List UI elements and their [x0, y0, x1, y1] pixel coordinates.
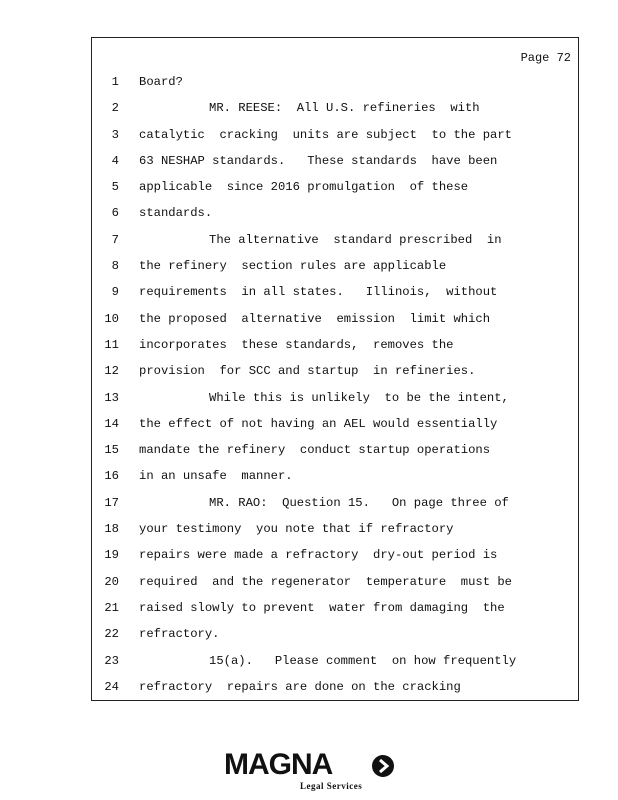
line-text: provision for SCC and startup in refineries. [139, 364, 476, 379]
transcript-line [92, 595, 578, 621]
line-text: While this is unlikely to be the intent, [209, 390, 509, 405]
line-text: in an unsafe manner. [139, 469, 293, 484]
line-number: 18 [104, 522, 119, 537]
transcript-line [92, 463, 578, 489]
line-number: 16 [104, 469, 119, 484]
line-number: 1 [111, 75, 119, 89]
line-text: your testimony you note that if refractory [139, 522, 454, 537]
transcript-line [92, 200, 578, 226]
transcript-line [92, 122, 578, 148]
line-number: 22 [104, 627, 119, 642]
line-number: 8 [111, 259, 119, 274]
line-text: standards. [139, 206, 213, 221]
line-text: The alternative standard prescribed in [209, 232, 502, 247]
line-number: 11 [104, 337, 119, 352]
line-text: the effect of not having an AEL would essentially [139, 416, 498, 431]
line-text: raised slowly to prevent water from damaging the [139, 600, 505, 615]
line-text: refractory. [139, 627, 220, 642]
transcript-line [92, 648, 578, 674]
magna-logo [222, 748, 402, 792]
line-number: 19 [104, 548, 119, 563]
line-text: refractory repairs are done on the cracking [139, 679, 461, 694]
transcript-line [92, 69, 578, 95]
transcript-line [92, 148, 578, 174]
transcript-line [92, 227, 578, 253]
transcript-line [92, 279, 578, 305]
transcript-line [92, 490, 578, 516]
line-number: 24 [104, 679, 119, 694]
line-number: 3 [111, 127, 119, 142]
line-text: the proposed alternative emission limit which [139, 311, 491, 326]
transcript-line [92, 174, 578, 200]
transcript-page [91, 37, 579, 701]
line-text: the refinery section rules are applicable [139, 259, 447, 274]
line-text: catalytic cracking units are subject to the part [139, 127, 512, 142]
line-number: 13 [104, 390, 119, 405]
line-number: 10 [104, 311, 119, 326]
line-text: incorporates these standards, removes the [139, 337, 454, 352]
line-text: requirements in all states. Illinois, without [139, 285, 498, 300]
line-text: 63 NESHAP standards. These standards have been [139, 153, 498, 168]
line-text: applicable since 2016 promulgation of these [139, 180, 469, 195]
logo-tagline: Legal Services [300, 781, 363, 791]
transcript-line [92, 621, 578, 647]
line-number: 14 [104, 416, 119, 431]
line-text: Board? [139, 75, 183, 89]
line-number: 23 [104, 653, 119, 668]
transcript-line [92, 385, 578, 411]
line-number: 2 [111, 101, 119, 116]
transcript-line [92, 674, 578, 700]
line-number: 15 [104, 443, 119, 458]
line-number: 9 [111, 285, 119, 300]
transcript-line [92, 542, 578, 568]
transcript-line [92, 332, 578, 358]
line-text: 15(a). Please comment on how frequently [209, 653, 517, 668]
line-number: 12 [104, 364, 119, 379]
transcript-line [92, 95, 578, 121]
line-text: repairs were made a refractory dry-out period is [139, 548, 498, 563]
transcript-line [92, 358, 578, 384]
line-number: 6 [111, 206, 119, 221]
transcript-line [92, 516, 578, 542]
transcript-line [92, 411, 578, 437]
transcript-line [92, 437, 578, 463]
chevron-right-icon [372, 755, 394, 777]
line-number: 7 [111, 232, 119, 247]
logo-wordmark: MAGNA [224, 748, 333, 781]
line-number: 20 [104, 574, 119, 589]
line-number: 4 [111, 153, 119, 168]
line-text: MR. REESE: All U.S. refineries with [209, 101, 480, 116]
transcript-lines [92, 69, 578, 700]
page-number: Page 72 [520, 51, 571, 65]
transcript-line [92, 253, 578, 279]
line-number: 17 [104, 495, 119, 510]
line-number: 5 [111, 180, 119, 195]
line-text: MR. RAO: Question 15. On page three of [209, 495, 509, 510]
transcript-line [92, 306, 578, 332]
line-number: 21 [104, 600, 119, 615]
transcript-line [92, 569, 578, 595]
line-text: required and the regenerator temperature must be [139, 574, 512, 589]
line-text: mandate the refinery conduct startup operations [139, 443, 491, 458]
